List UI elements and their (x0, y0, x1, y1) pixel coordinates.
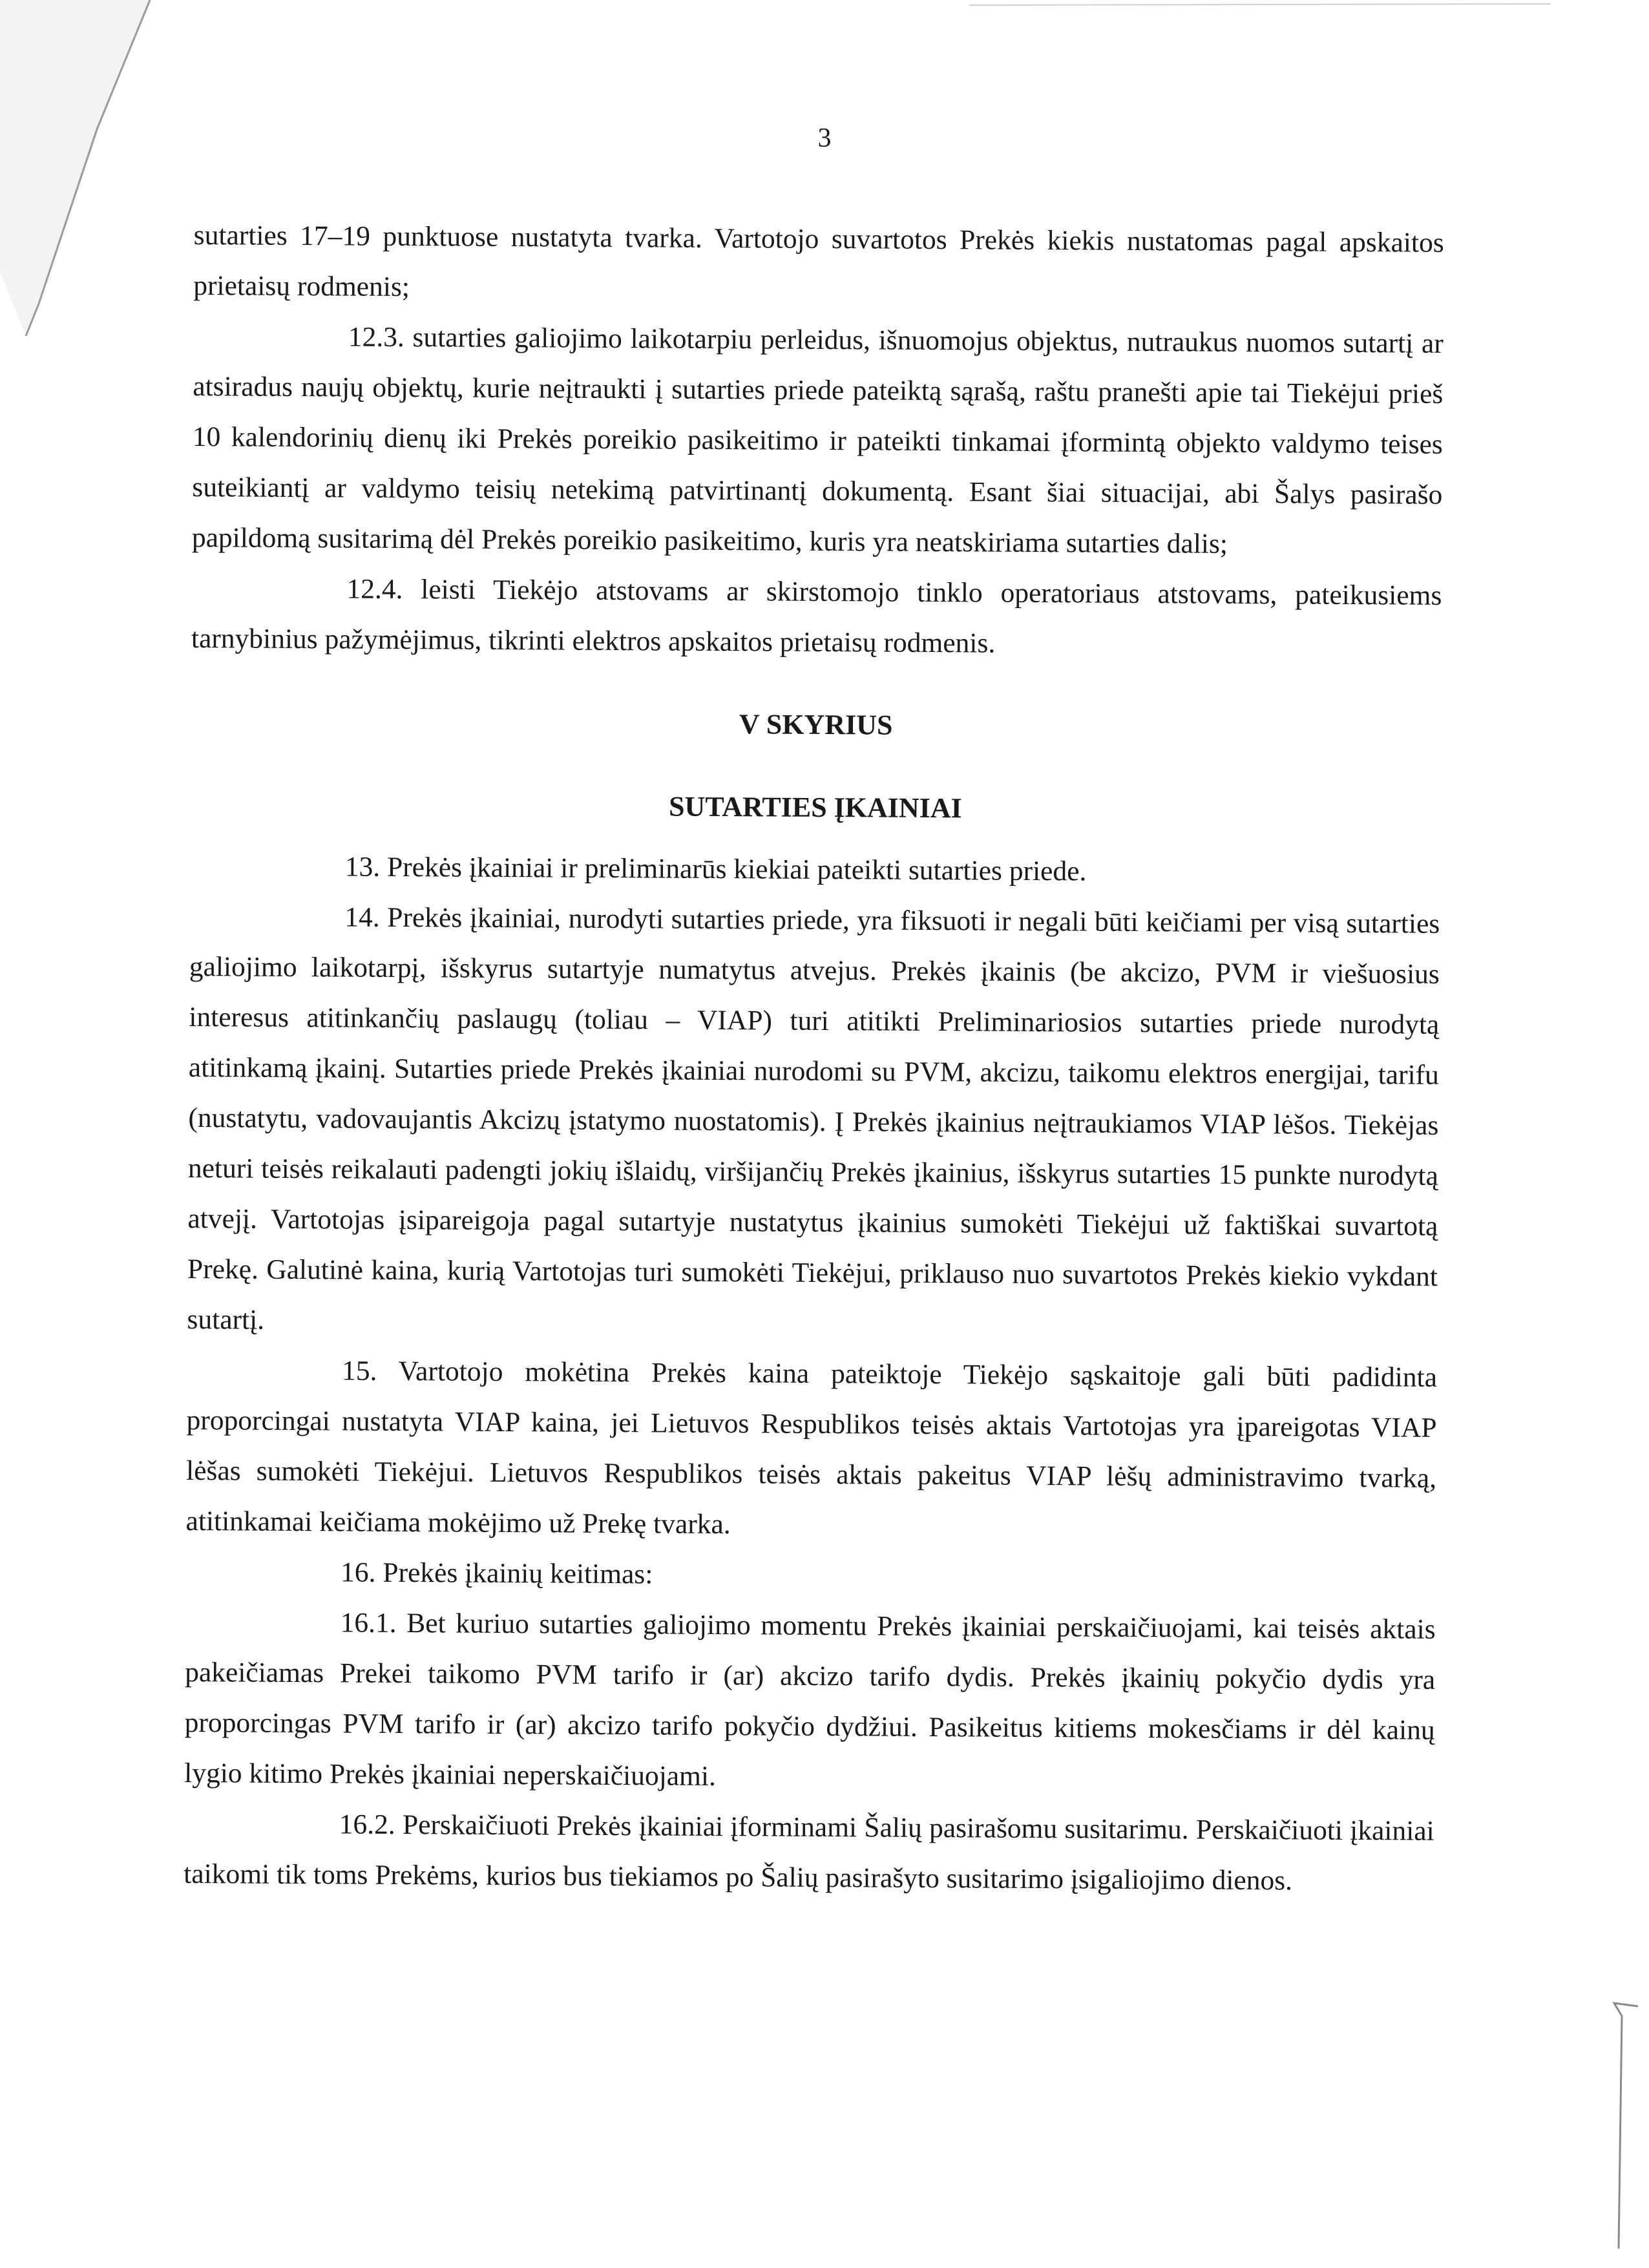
scan-shadow-left (0, 0, 149, 336)
paragraph-12-2-continued: sutarties 17–19 punktuose nustatyta tvarka. Vartotojo suvartotos Prekės kiekis nustatomas pagal apskaitos prietaisų rodmenis; (193, 219, 1444, 303)
paragraph-13: 13. Prekės įkainiai ir preliminarūs kiekiai pateikti sutarties priede. (344, 851, 1087, 887)
paragraph-16-1: 16.1. Bet kuriuo sutarties galiojimo momentu Prekės įkainiai perskaičiuojami, kai teisės aktais pakeičiamas Prekei taikomo PVM tarifo ir (ar) akcizo tarifo dydis. Prekės įkainių pokyčio dydis yra proporcingas PVM tarifo ir (ar) akcizo tarifo pokyčio dydžiui. Pasikeitus kitiems mokesčiams ir dėl kainų lygio kitimo Prekės įkainiai neperskaičiuojami. (184, 1607, 1436, 1792)
section-number: V SKYRIUS (739, 708, 893, 741)
paragraph-12-3: 12.3. sutarties galiojimo laikotarpiu perleidus, išnuomojus objektus, nutraukus nuomos sutartį ar atsiradus naujų objektų, kurie neįtraukti į sutarties priede pateiktą sąrašą, raštu pranešti apie tai Tiekėjui prieš 10 kalendorinių dienų iki Prekės poreikio pasikeitimo ir pateikti tinkamai įformintą objekto valdymo teises suteikiantį ar valdymo teisių netekimą patvirtinantį dokumentą. Esant šiai situacijai, abi Šalys pasirašo papildomą susitarimą dėl Prekės poreikio pasikeitimo, kuris yra neatskiriama sutarties dalis; (191, 321, 1444, 560)
scan-line-top (969, 4, 1551, 5)
paragraph-12-4: 12.4. leisti Tiekėjo atstovams ar skirstomojo tinklo operatoriaus atstovams, pateikusiems tarnybinius pažymėjimus, tikrinti elektros apskaitos prietaisų rodmenis. (191, 573, 1442, 659)
paragraph-14: 14. Prekės įkainiai, nurodyti sutarties priede, yra fiksuoti ir negali būti keičiami per visą sutarties galiojimo laikotarpį, išskyrus sutartyje numatytus atvejus. Prekės įkainis (be akcizo, PVM ir viešuosius interesus atitinkančių paslaugų (toliau – VIAP) turi atitikti Preliminariosios sutarties priede nurodytą atitinkamą įkainį. Sutarties priede Prekės įkainiai nurodomi su PVM, akcizu, taikomu elektros energijai, tarifu (nustatytu, vadovaujantis Akcizų įstatymo nuostatomis). Į Prekės įkainius neįtraukiamos VIAP lėšos. Tiekėjas neturi teisės reikalauti padengti jokių išlaidų, viršijančių Prekės įkainius, išskyrus sutarties 15 punkte nurodytą atvejį. Vartotojas įsipareigoja pagal sutartyje nustatytus įkainius sumokėti Tiekėjui už faktiškai suvartotą Prekę. Galutinė kaina, kurią Vartotojas turi sumokėti Tiekėjui, priklauso nuo suvartotos Prekės kiekio vykdant sutartį. (187, 901, 1440, 1336)
scan-line-right (1614, 2003, 1638, 2249)
page-number: 3 (817, 123, 832, 153)
scan-line-left (26, 0, 150, 336)
paragraph-15: 15. Vartotojo mokėtina Prekės kaina pateiktoje Tiekėjo sąskaitoje gali būti padidinta proporcingai nustatyta VIAP kaina, jei Lietuvos Respublikos teisės aktais Vartotojas yra įpareigotas VIAP lėšas sumokėti Tiekėjui. Lietuvos Respublikos teisės aktais pakeitus VIAP lėšų administravimo tvarką, atitinkamai keičiama mokėjimo už Prekę tvarka. (185, 1355, 1438, 1540)
paragraph-16-2: 16.2. Perskaičiuoti Prekės įkainiai įforminami Šalių pasirašomu susitarimu. Perskaičiuoti įkainiai taikomi tik toms Prekėms, kurios bus tiekiamos po Šalių pasirašyto susitarimo įsigaliojimo dienos. (184, 1809, 1434, 1896)
paragraph-16: 16. Prekės įkainių keitimas: (340, 1557, 653, 1590)
section-title: SUTARTIES ĮKAINIAI (668, 790, 962, 824)
document-body (184, 210, 1444, 1907)
